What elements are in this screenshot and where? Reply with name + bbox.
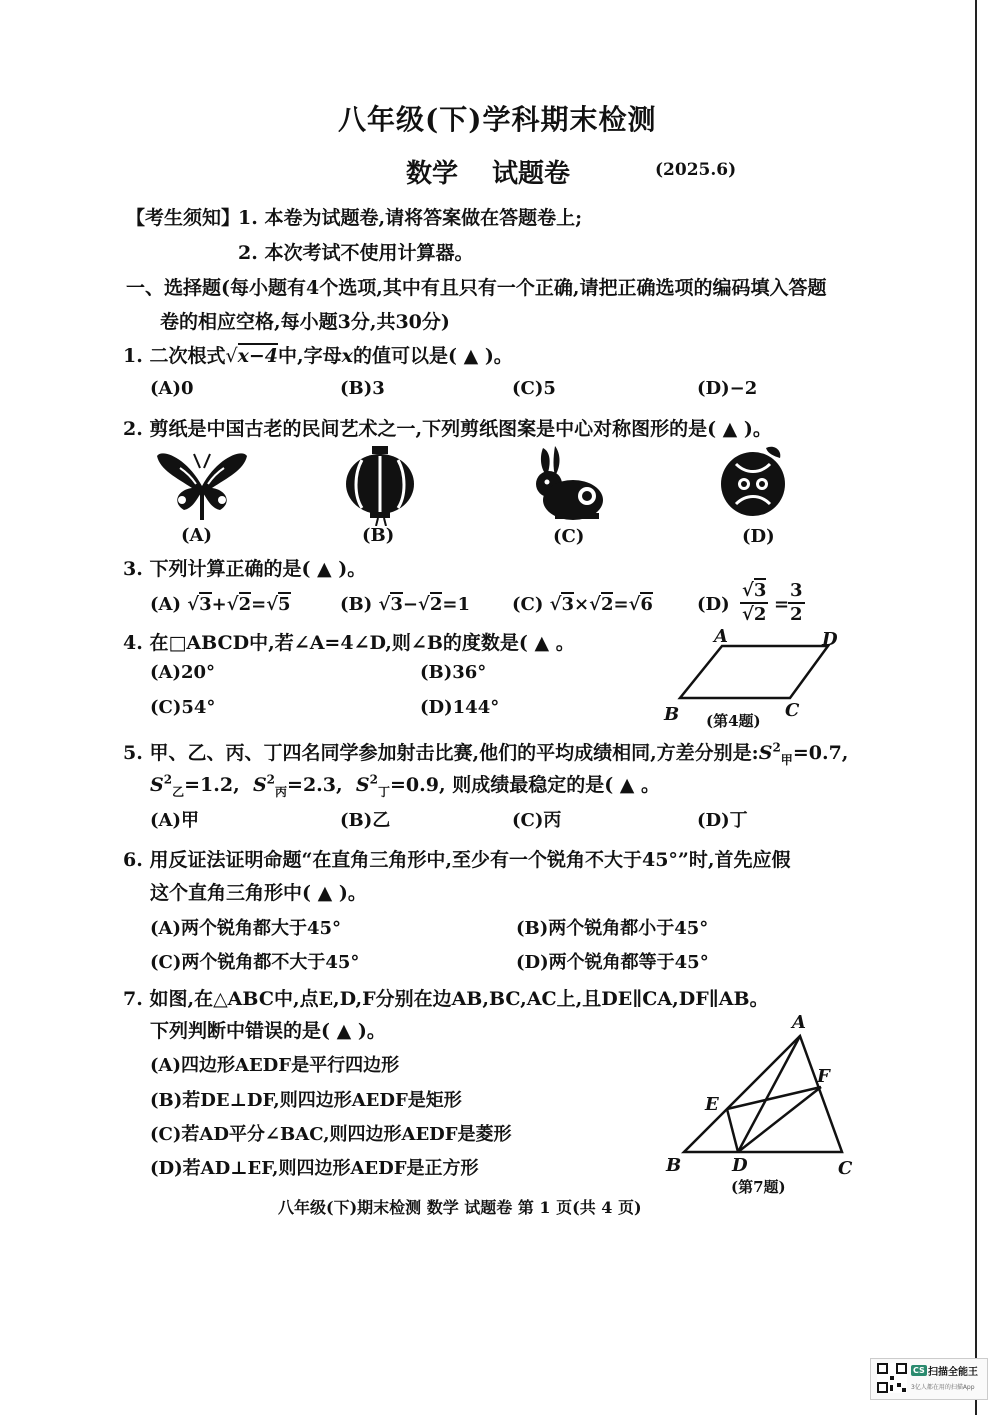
q4-point-a: A [714, 626, 728, 647]
notice-item-1: 1. 本卷为试题卷,请将答案做在答题卷上; [238, 207, 583, 229]
q3-stem: 3. 下列计算正确的是( ▲ )。 [123, 558, 367, 580]
q2-stem: 2. 剪纸是中国古老的民间艺术之一,下列剪纸图案是中心对称图形的是( ▲ )。 [123, 418, 772, 440]
q3-option-d-equals: = [774, 594, 790, 615]
q4-stem: 4. 在□ABCD中,若∠A=4∠D,则∠B的度数是( ▲ 。 [123, 632, 575, 654]
q2-caption-c: (C) [553, 526, 585, 547]
q3-option-a: (A) √3+√2=√5 [150, 594, 291, 615]
exam-date: (2025.6) [655, 160, 737, 180]
scanner-watermark [870, 1358, 988, 1400]
q3-option-c: (C) √3×√2=√6 [512, 594, 653, 615]
qr-code-icon [877, 1363, 907, 1393]
q2-caption-b: (B) [362, 525, 395, 546]
q4-figure-caption: (第4题) [706, 712, 761, 730]
q4-point-c: C [785, 700, 800, 721]
rabbit-papercut-image [525, 444, 609, 526]
cs-badge: CS [913, 1366, 925, 1375]
q7-figure-caption: (第7题) [731, 1178, 786, 1196]
triangle-figure [660, 1020, 860, 1170]
section-1-heading-cont: 卷的相应空格,每小题3分,共30分) [160, 311, 450, 333]
q5-option-c: (C)丙 [512, 810, 562, 831]
q4-point-b: B [664, 704, 680, 725]
q7-point-e: E [705, 1094, 719, 1115]
butterfly-papercut-image [152, 448, 252, 524]
q6-option-b: (B)两个锐角都小于45° [516, 918, 709, 939]
q7-option-d: (D)若AD⊥EF,则四边形AEDF是正方形 [150, 1158, 479, 1179]
scanner-app-slogan: 3亿人都在用的扫描App [911, 1384, 975, 1391]
scanner-app-name: 扫描全能王 [928, 1367, 978, 1378]
q5-line-2: $S^2_乙=1.2$, $S^2_丙=2.3$, $S^2_丁=0.9$, 则成绩最稳定的是( ▲ 。 [150, 772, 661, 799]
q3-option-d-fraction-right: 3 2 [790, 580, 803, 625]
q1-option-c: (C)5 [512, 378, 556, 399]
q7-line-1: 7. 如图,在△ABC中,点E,D,F分别在边AB,BC,AC上,且DE∥CA,DF∥AB。 [123, 988, 769, 1010]
notice-item-2: 2. 本次考试不使用计算器。 [238, 242, 474, 264]
q7-line-2: 下列判断中错误的是( ▲ )。 [150, 1020, 386, 1042]
q7-option-b: (B)若DE⊥DF,则四边形AEDF是矩形 [150, 1090, 462, 1111]
q6-line-2: 这个直角三角形中( ▲ )。 [150, 882, 367, 904]
q7-option-c: (C)若AD平分∠BAC,则四边形AEDF是菱形 [150, 1124, 512, 1145]
q7-point-f: F [817, 1066, 830, 1087]
q7-point-b: B [666, 1155, 682, 1176]
paper-label: 试题卷 [492, 159, 571, 189]
q1-stem: 1. 二次根式√x−4中,字母x的值可以是( ▲ )。 [123, 345, 513, 367]
q4-option-b: (B)36° [420, 662, 487, 683]
q7-point-c: C [838, 1158, 853, 1179]
page-footer: 八年级(下)期末检测 数学 试题卷 第 1 页(共 4 页) [278, 1198, 642, 1217]
notice-label: 【考生须知】 [126, 207, 241, 229]
q7-point-a: A [792, 1012, 806, 1033]
q5-line-1: 5. 甲、乙、丙、丁四名同学参加射击比赛,他们的平均成绩相同,方差分别是$:S^2_甲=0.7$, [123, 740, 849, 767]
q5-option-d: (D)丁 [697, 810, 748, 831]
q4-point-d: D [822, 629, 838, 650]
q4-option-a: (A)20° [150, 662, 216, 683]
floral-papercut-image [716, 444, 790, 524]
subject-label: 数学 [406, 159, 459, 189]
q4-option-d: (D)144° [420, 697, 500, 718]
q5-option-a: (A)甲 [150, 810, 199, 831]
q5-option-b: (B)乙 [340, 810, 391, 831]
q6-option-c: (C)两个锐角都不大于45° [150, 952, 360, 973]
q3-option-d: (D) [697, 594, 730, 615]
q1-option-a: (A)0 [150, 378, 194, 399]
exam-title: 八年级(下)学科期末检测 [338, 103, 657, 136]
q2-caption-d: (D) [742, 526, 775, 547]
q6-option-d: (D)两个锐角都等于45° [516, 952, 709, 973]
page-edge-line [975, 0, 977, 1415]
q7-point-d: D [732, 1155, 748, 1176]
q7-option-a: (A)四边形AEDF是平行四边形 [150, 1055, 400, 1076]
q6-line-1: 6. 用反证法证明命题“在直角三角形中,至少有一个锐角不大于45°”时,首先应假 [123, 849, 791, 871]
q6-option-a: (A)两个锐角都大于45° [150, 918, 342, 939]
q4-option-c: (C)54° [150, 697, 216, 718]
q3-option-b: (B) √3−√2=1 [340, 594, 470, 615]
q1-radicand: x−4 [237, 345, 279, 367]
q3-option-d-fraction-left: √3 √2 [742, 580, 767, 625]
q1-option-d: (D)−2 [697, 378, 758, 399]
q1-option-b: (B)3 [340, 378, 385, 399]
section-1-heading: 一、选择题(每小题有4个选项,其中有且只有一个正确,请把正确选项的编码填入答题 [126, 277, 827, 299]
lantern-papercut-image [340, 444, 420, 526]
q2-caption-a: (A) [181, 525, 212, 546]
